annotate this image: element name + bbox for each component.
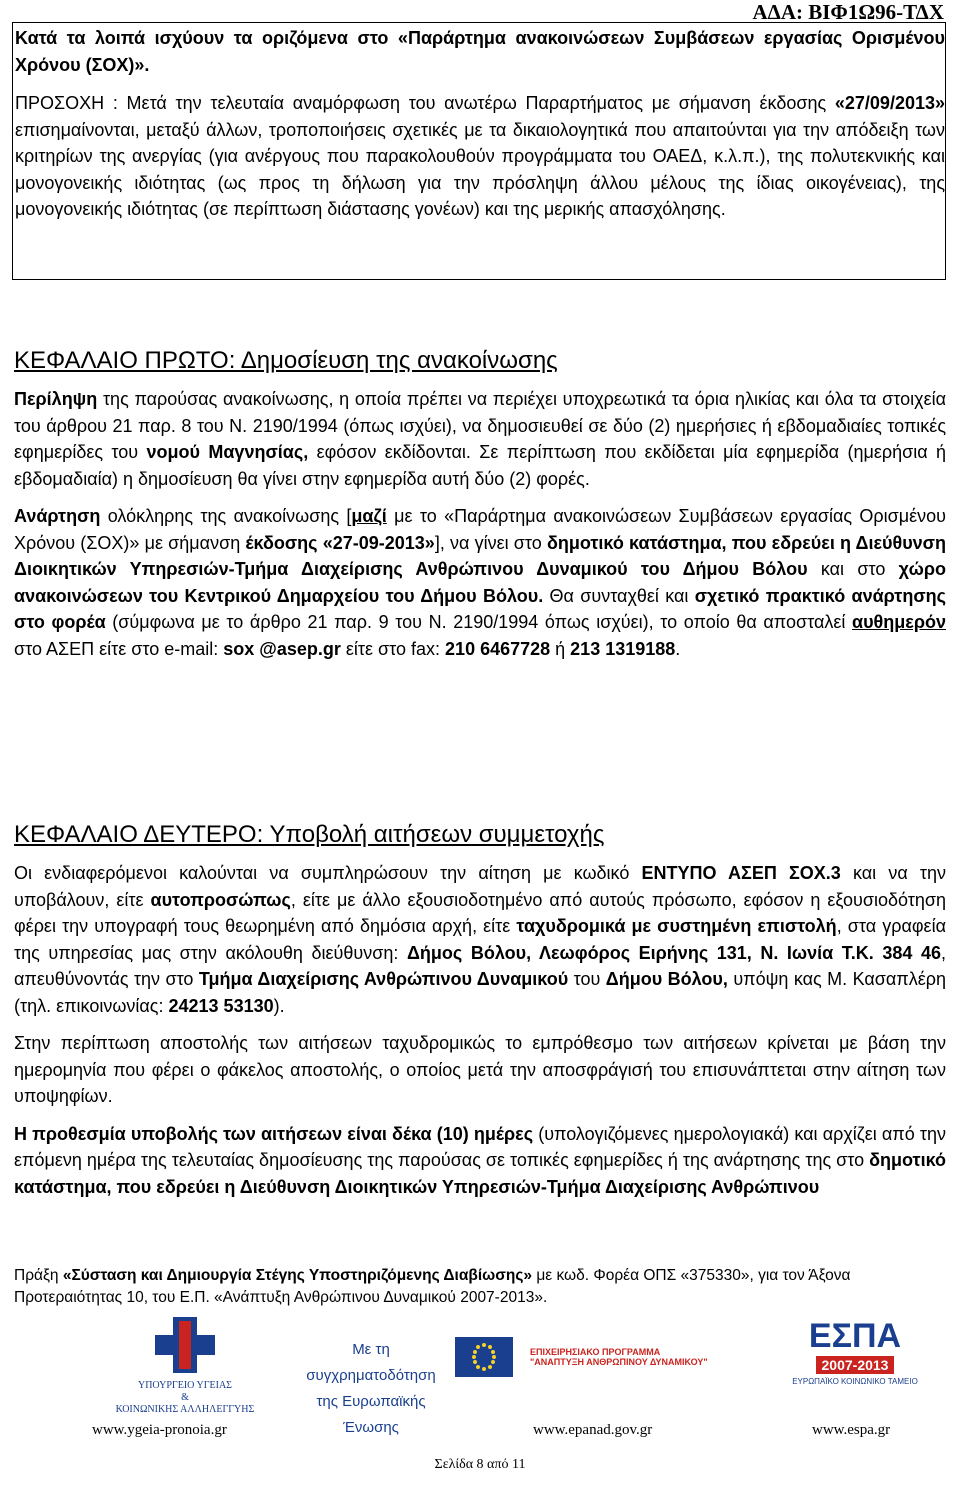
chapter-one-paragraph-1: [14, 386, 946, 492]
fax-1: 210 6467728: [445, 638, 551, 659]
espa-url[interactable]: www.espa.gr: [812, 1422, 891, 1438]
text: υπόψη κας Μ. Κασαπλέρη (τηλ. επικοινωνίας:: [14, 969, 946, 1016]
chapter-two-paragraph-2: Στην περίπτωση αποστολής των αιτήσεων ταχυδρομικώς το εμπρόθεσμο των αιτήσεων κρίνεται με βάση την ημερομηνία που φέρει ο φάκελος αποστολής, ο οποίος μετά την αποσφράγισή του επισυνάπτεται στην αίτηση των υποψηφίων.: [14, 1033, 946, 1106]
text: "ΑΝΑΠΤΥΞΗ ΑΝΘΡΩΠΙΝΟΥ ΔΥΝΑΜΙΚΟΥ": [530, 1357, 708, 1367]
text: με κωδ. Φορέα ΟΠΣ «375330», για τον Άξονα Προτεραιότητας 10, του Ε.Π. «Ανάπτυξη Ανθρώπινου Δυναμικού 2007-2013».: [14, 1267, 851, 1306]
text: ).: [273, 995, 285, 1016]
notice-paragraph-2: [15, 90, 945, 223]
chapter-two-title: ΚΕΦΑΛΑΙΟ ΔΕΥΤΕΡΟ: Υποβολή αιτήσεων συμμετοχής: [14, 821, 605, 848]
summary-label: Περίληψη: [14, 389, 98, 409]
announcement-area: χώρο ανακοινώσεων του Κεντρικού Δημαρχείου του Δήμου Βόλου.: [14, 559, 946, 606]
municipal-office: δημοτικό κατάστημα, που εδρεύει η Διεύθυνση Διοικητικών Υπηρεσιών-Τμήμα Διαχείρισης Ανθρώπινου: [14, 1150, 947, 1197]
notice-paragraph-1: Κατά τα λοιπά ισχύουν τα οριζόμενα στο «Παράρτημα ανακοινώσεων Συμβάσεων εργασίας Ορισμένου Χρόνου (ΣΟΧ)».: [15, 28, 945, 75]
text: ή: [550, 638, 571, 659]
text: Με τη: [352, 1341, 390, 1358]
project-title: «Σύσταση και Δημιουργία Στέγης Υποστηριζόμενης Διαβίωσης»: [62, 1267, 533, 1284]
chapter-one-paragraph-2: [14, 503, 946, 662]
text: 2007-2013: [816, 1356, 895, 1374]
by-mail: ταχυδρομικά με συστημένη επιστολή: [516, 916, 837, 936]
text: ΕΥΡΩΠΑΪΚΟ ΚΟΙΝΩΝΙΚΟ ΤΑΜΕΙΟ: [792, 1377, 918, 1386]
municipality: Δήμου Βόλου,: [605, 969, 728, 989]
text: (υπολογιζόμενες ημερολογιακά) και αρχίζει από την επόμενη ημέρα της τελευταίας δημοσίευσης της παρούσας σε τοπικές εφημερίδες ή της ανάρτησης της στο: [14, 1123, 946, 1170]
project-note: [14, 1265, 946, 1309]
op-logo: [530, 1347, 730, 1367]
posting-label: Ανάρτηση: [14, 506, 101, 526]
text: ΕΣΠΑ: [808, 1317, 902, 1355]
text: συγχρηματοδότηση: [306, 1367, 436, 1384]
text: και στο: [807, 559, 899, 579]
summary-text: της παρούσας ανακοίνωσης, η οποία πρέπει να περιέχει υποχρεωτικά τα όρια ηλικίας και όλα τα στοιχεία του άρθρου 21 παρ. 8 του Ν. 2190/1994 (όπως ισχύει), να δημοσιευθεί σε δύο (2) ημερήσιες ή εβδομαδιαίες τοπικές εφημερίδες του: [14, 389, 946, 462]
posting-record: σχετικό πρακτικό ανάρτησης στο φορέα: [14, 585, 946, 632]
in-person: αυτοπροσώπως: [150, 889, 291, 910]
together-word: μαζί: [351, 506, 387, 526]
deadline: Η προθεσμία υποβολής των αιτήσεων είναι δέκα (10) ημέρες: [14, 1123, 534, 1144]
ministry-cross-icon: [145, 1315, 225, 1375]
department: Τμήμα Διαχείρισης Ανθρώπινου Δυναμικού: [198, 969, 569, 989]
summary-text-cont: εφόσον εκδίδονται. Σε περίπτωση που εκδίδεται μία εφημερίδα (ημερήσια ή εβδομαδιαία) η δημοσίευση θα γίνει στην εφημερίδα αυτή δύο (2) φορές.: [14, 442, 946, 489]
chapter-two-paragraph-3: [14, 1121, 946, 1201]
email: sox @asep.gr: [223, 638, 341, 659]
ada-code: ΑΔΑ: ΒΙΦ1Ω96-ΤΔΧ: [752, 0, 944, 24]
ministry-logo: [95, 1315, 275, 1416]
espa-logo: [780, 1317, 930, 1386]
notice-date: «27/09/2013»: [834, 93, 945, 113]
prefecture: νομού Μαγνησίας,: [146, 442, 309, 462]
text: , απευθύνοντάς την στο: [14, 942, 946, 989]
text: .: [675, 638, 681, 659]
text: Οι ενδιαφερόμενοι καλούνται να συμπληρώσουν την αίτηση με κωδικό: [14, 863, 642, 883]
text: ΕΠΙΧΕΙΡΗΣΙΑΚΟ ΠΡΟΓΡΑΜΜΑ: [530, 1347, 661, 1357]
same-day: αυθημερόν: [852, 612, 946, 632]
issue-date: έκδοσης «27-09-2013»: [245, 532, 435, 553]
ministry-url[interactable]: www.ygeia-pronoia.gr: [92, 1422, 227, 1438]
phone: 24213 53130: [168, 995, 274, 1016]
form-code: ΕΝΤΥΠΟ ΑΣΕΠ ΣΟΧ.3: [641, 863, 841, 883]
text: Πράξη: [14, 1267, 63, 1284]
eu-flag-icon: [455, 1337, 513, 1377]
text: , είτε με άλλο εξουσιοδοτημένο από αυτούς πρόσωπο, εφόσον η εξουσιοδότηση φέρει την υπογραφή τους θεωρημένη από δημόσια αρχή, είτε: [14, 889, 946, 936]
text: , στα γραφεία της υπηρεσίας μας στην ακόλουθη διεύθυνση:: [14, 916, 946, 963]
text: (σύμφωνα με το άρθρο 21 παρ. 9 του Ν. 2190/1994 όπως ισχύει), το οποίο θα αποσταλεί: [105, 612, 853, 632]
text: ], να γίνει στο: [434, 532, 547, 553]
notice-text-cont: επισημαίνονται, μεταξύ άλλων, τροποποιήσεις σχετικές με τα δικαιολογητικά που απαιτούνται για την απόδειξη των κριτηρίων της ανεργίας (για ανέργους που παρακολουθούν προγράμματα του ΟΑΕΔ, κ.λ.π.), της πολυτεκνικής και μονογονεικής ιδιότητας (ως προς τη δήλωση για την πρόσληψη άλλου μέλους της ίδιας οικογένειας), της μονογονεικής ιδιότητας (σε περίπτωση διάστασης γονέων) και της μερικής απασχόλησης.: [15, 119, 945, 219]
page-number: Σελίδα 8 από 11: [434, 1457, 526, 1472]
chapter-one-title: ΚΕΦΑΛΑΙΟ ΠΡΩΤΟ: Δημοσίευση της ανακοίνωσης: [14, 347, 558, 374]
text: &: [181, 1392, 189, 1403]
chapter-two: [14, 820, 946, 1200]
text: είτε στο fax:: [340, 638, 446, 659]
municipal-office: δημοτικό κατάστημα, που εδρεύει η Διεύθυνση Διοικητικών Υπηρεσιών-Τμήμα Διαχείρισης Ανθρώπινου Δυναμικού του Δήμου Βόλου: [14, 532, 946, 579]
chapter-two-paragraph-1: [14, 860, 946, 1019]
ministry-name: [95, 1380, 275, 1416]
op-url[interactable]: www.epanad.gov.gr: [533, 1422, 653, 1438]
text: στο ΑΣΕΠ είτε στο e-mail:: [14, 638, 224, 659]
text: της Ευρωπαϊκής: [316, 1393, 426, 1410]
notice-text: ΠΡΟΣΟΧΗ : Μετά την τελευταία αναμόρφωση του ανωτέρω Παραρτήματος με σήμανση έκδοσης: [15, 93, 835, 113]
chapter-one: [14, 346, 946, 662]
text: και να την υποβάλουν, είτε: [14, 863, 947, 910]
notice-box: [12, 22, 946, 280]
text: του: [568, 969, 606, 989]
text: Ένωσης: [343, 1419, 399, 1436]
text: με το «Παράρτημα ανακοινώσεων Συμβάσεων εργασίας Ορισμένου Χρόνου (ΣΟΧ)» με σήμανση: [14, 506, 947, 553]
text: Θα συνταχθεί και: [543, 585, 695, 606]
fax-2: 213 1319188: [570, 638, 676, 659]
text: ολόκληρης της ανακοίνωσης [: [100, 506, 352, 526]
text: ΚΟΙΝΩΝΙΚΗΣ ΑΛΛΗΛΕΓΓΥΗΣ: [115, 1404, 255, 1415]
eu-cofunding: [296, 1337, 446, 1441]
address: Δήμος Βόλου, Λεωφόρος Ειρήνης 131, Ν. Ιωνία Τ.Κ. 384 46: [406, 942, 941, 963]
text: ΥΠΟΥΡΓΕΙΟ ΥΓΕΙΑΣ: [137, 1380, 232, 1391]
